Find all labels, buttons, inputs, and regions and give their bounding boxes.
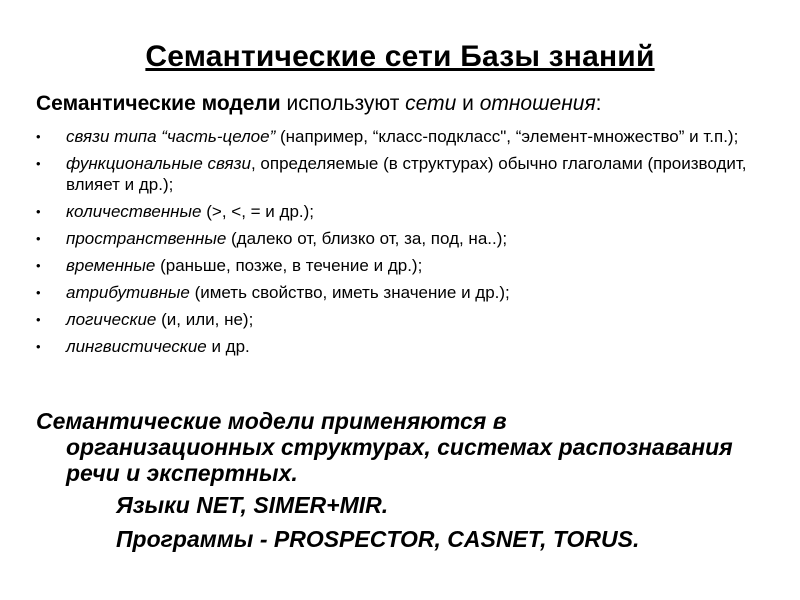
- languages-line: Языки NET, SIMER+MIR.: [116, 492, 389, 518]
- intro-italic-1: сети: [405, 92, 457, 115]
- list-item: [36, 126, 766, 147]
- list-item: [36, 153, 766, 195]
- list-item-text: (далеко от, близко от, за, под, на..);: [226, 229, 508, 248]
- intro-bold: Семантические модели: [36, 92, 281, 115]
- list-item-text: (например, “класс-подкласс", “элемент-множество” и т.п.);: [275, 127, 739, 146]
- list-item: [36, 255, 766, 276]
- slide-title: Семантические сети Базы знаний: [145, 40, 655, 73]
- conclusion-paragraph: [36, 408, 756, 486]
- intro-italic-2: отношения: [479, 92, 596, 115]
- programs-line: Программы - PROSPECTOR, CASNET, TORUS.: [116, 526, 640, 552]
- list-item-term: лингвистические: [66, 337, 207, 356]
- list-item: [36, 336, 766, 357]
- bullet-icon: •: [36, 204, 41, 219]
- list-item-text: (раньше, позже, в течение и др.);: [155, 256, 423, 275]
- conclusion-continuation: организационных структурах, системах распознавания речи и экспертных.: [66, 434, 733, 486]
- intro-text-1: используют: [280, 92, 406, 115]
- bullet-icon: •: [36, 231, 41, 246]
- bullet-icon: •: [36, 339, 41, 354]
- list-item: [36, 309, 766, 330]
- bullet-icon: •: [36, 312, 41, 327]
- intro-line: [36, 92, 602, 116]
- list-item-text: , определяемые (в структурах) обычно глаголами (производит, влияет и др.);: [66, 154, 747, 194]
- list-item-text: (>, <, = и др.);: [201, 202, 314, 221]
- list-item-term: атрибутивные: [66, 283, 190, 302]
- list-item-text: (и, или, не);: [156, 310, 254, 329]
- bullet-icon: •: [36, 258, 41, 273]
- list-item-text: и др.: [206, 337, 250, 356]
- conclusion-first-line: Семантические модели применяются в: [36, 408, 507, 434]
- bullet-icon: •: [36, 129, 41, 144]
- list-item-term: связи типа “часть-целое”: [66, 127, 276, 146]
- list-item-term: пространственные: [66, 229, 227, 248]
- intro-text-3: :: [595, 92, 602, 115]
- intro-text-2: и: [456, 92, 480, 115]
- list-item-term: количественные: [66, 202, 202, 221]
- bullet-icon: •: [36, 285, 41, 300]
- list-item-term: функциональные связи: [66, 154, 251, 173]
- list-item: [36, 228, 766, 249]
- list-item: [36, 282, 766, 303]
- list-item-text: (иметь свойство, иметь значение и др.);: [189, 283, 510, 302]
- relation-list: [36, 126, 766, 363]
- list-item-term: логические: [66, 310, 157, 329]
- list-item-term: временные: [66, 256, 156, 275]
- bullet-icon: •: [36, 156, 41, 171]
- list-item: [36, 201, 766, 222]
